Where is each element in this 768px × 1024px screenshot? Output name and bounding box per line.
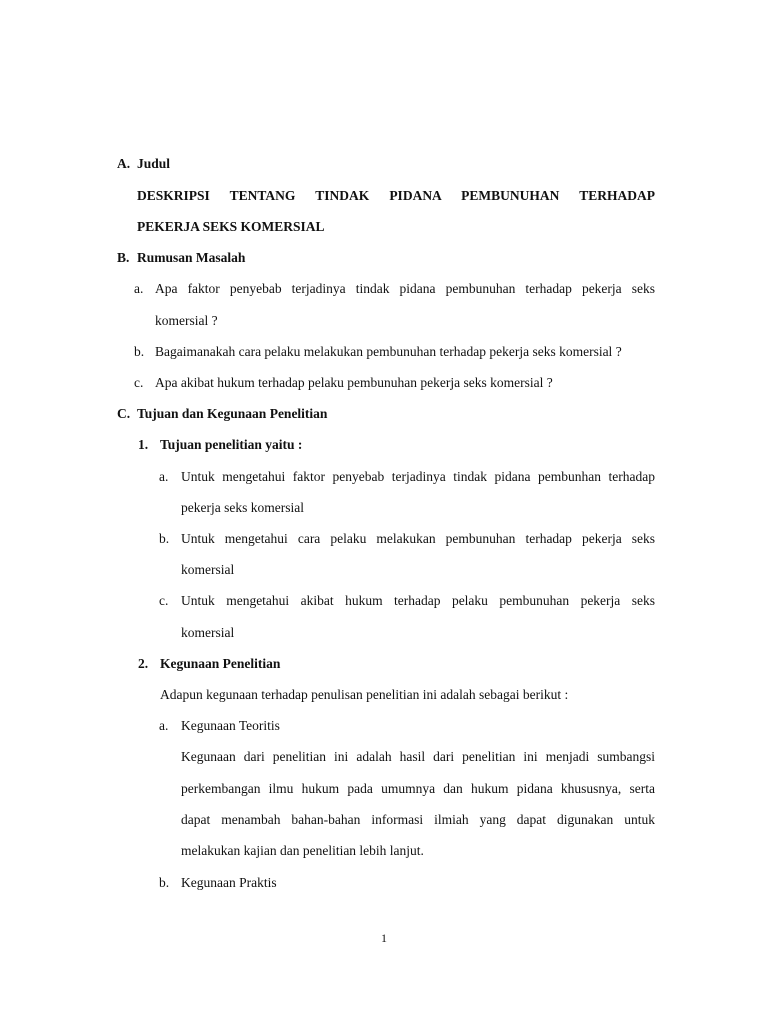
section-b-heading: Rumusan Masalah <box>137 250 246 265</box>
subsection-1-marker: 1. <box>138 437 149 452</box>
benefit-a-marker: a. <box>159 718 169 733</box>
page-number: 1 <box>381 931 387 945</box>
problem-a-marker: a. <box>134 281 144 296</box>
problem-c-line-1: Apa akibat hukum terhadap pelaku pembunuhan pekerja seks komersial ? <box>155 375 553 390</box>
goal-c-line-2: komersial <box>181 625 235 640</box>
goal-b-line-2: komersial <box>181 562 235 577</box>
section-a-marker: A. <box>117 156 131 171</box>
goal-a-line-2: pekerja seks komersial <box>181 500 304 515</box>
benefit-a-paragraph-line-4: melakukan kajian dan penelitian lebih lanjut. <box>181 843 424 858</box>
section-c-heading: Tujuan dan Kegunaan Penelitian <box>137 406 328 421</box>
subsection-2-intro: Adapun kegunaan terhadap penulisan penelitian ini adalah sebagai berikut : <box>160 687 569 702</box>
problem-a-line-2: komersial ? <box>155 313 218 328</box>
benefit-a-paragraph-line-1: Kegunaan dari penelitian ini adalah hasil dari penelitian ini menjadi sumbangsi <box>181 749 655 764</box>
problem-a-line-1: Apa faktor penyebab terjadinya tindak pidana pembunuhan terhadap pekerja seks <box>155 281 655 296</box>
document-title-line-2: PEKERJA SEKS KOMERSIAL <box>137 219 325 234</box>
document-title-line-1: DESKRIPSI TENTANG TINDAK PIDANA PEMBUNUHAN TERHADAP <box>137 188 655 203</box>
goal-b-marker: b. <box>159 531 170 546</box>
subsection-2-marker: 2. <box>138 656 149 671</box>
benefit-a-paragraph-line-2: perkembangan ilmu hukum pada umumnya dan hukum pidana khususnya, serta <box>181 781 655 796</box>
problem-b-line-1: Bagaimanakah cara pelaku melakukan pembunuhan terhadap pekerja seks komersial ? <box>155 344 622 359</box>
section-a-heading: Judul <box>137 156 171 171</box>
goal-c-marker: c. <box>159 593 169 608</box>
subsection-1-heading: Tujuan penelitian yaitu : <box>160 437 303 452</box>
subsection-2-heading: Kegunaan Penelitian <box>160 656 281 671</box>
goal-a-line-1: Untuk mengetahui faktor penyebab terjadinya tindak pidana pembunhan terhadap <box>181 469 655 484</box>
goal-b-line-1: Untuk mengetahui cara pelaku melakukan pembunuhan terhadap pekerja seks <box>181 531 655 546</box>
problem-b-marker: b. <box>134 344 145 359</box>
goal-a-marker: a. <box>159 469 169 484</box>
goal-c-line-1: Untuk mengetahui akibat hukum terhadap pelaku pembunuhan pekerja seks <box>181 593 655 608</box>
benefit-a-paragraph-line-3: dapat menambah bahan-bahan informasi ilmiah yang dapat digunakan untuk <box>181 812 655 827</box>
benefit-a-heading: Kegunaan Teoritis <box>181 718 280 733</box>
problem-c-marker: c. <box>134 375 144 390</box>
section-b-marker: B. <box>117 250 130 265</box>
benefit-b-heading: Kegunaan Praktis <box>181 875 277 890</box>
section-c-marker: C. <box>117 406 131 421</box>
benefit-b-marker: b. <box>159 875 170 890</box>
